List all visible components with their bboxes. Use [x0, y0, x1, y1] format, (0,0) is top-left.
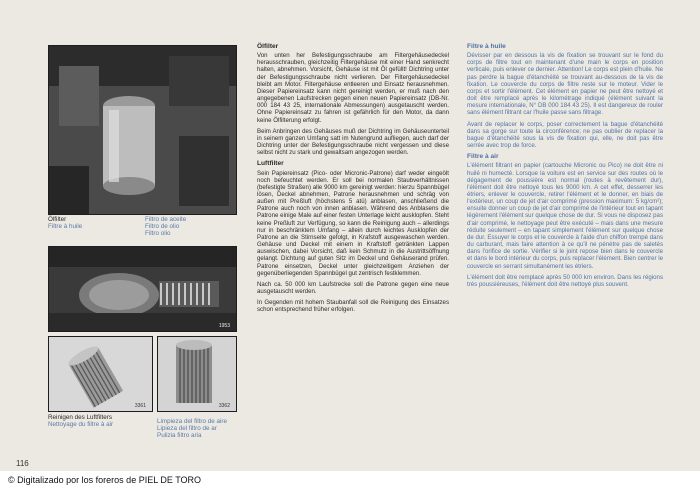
air-filter-caption-left	[48, 414, 148, 428]
french-heading-air-filter: Filtre à air	[467, 153, 499, 161]
german-paragraph-5: In Gegenden mit hohem Staubanfall soll die Reinigung des Einsatzes schon entsprechend früher erfolgen.	[257, 299, 449, 314]
french-paragraph-3: L'élément filtrant en papier (cartouche Micronic ou Pico) ne doit être ni huilé ni humecté. Lorsque la voiture est en service sur des routes où le dégagement de poussière est normal (routes à revêtement dur), l'élément doit être nettoyé tous les 9000 km. A cet effet, desserrer les étriers, enlever le couvercle, retirer l'élément et le donner, en biais de l'extérieur, un coup de jet d'air comprimé (pression maximum: 5 kg/cm²); ensuite donner un coup de jet d'air comprimé de l'intérieur tout en tapant légèrement l'élément sur quelque chose de dur. Si vous ne disposez pas d'air comprimé, le nettoyage peut être exécuté – mais dans une mesure réduite seulement – en tapant simplement l'élément sur quelque chose de dur. Essuyer le corps et le couvercle à l'aide d'un chiffon trempé dans du carburant, mais faire attention à ce qu'il ne pénètre pas de saletés dans l'orifice de sortie. Vérifier si le joint repose bien dans le couvercle et dans le bord intérieur du corps, puis replacer l'élément. Bien centrer le couvercle en serrant simultanément les étriers.	[467, 162, 663, 270]
oil-filter-caption-de: Ölfilter	[48, 216, 67, 223]
french-paragraph-4: L'élément doit être remplacé après 50 000 km environ. Dans les régions très poussiéreuses, l'élément doit être nettoyé plus souvent.	[467, 273, 663, 288]
oil-filter-caption-fr: Filtre à huile	[48, 223, 83, 231]
oil-filter-photo	[48, 45, 237, 215]
oil-filter-caption-es3: Filtro olio	[145, 230, 171, 238]
filter-cartridge-right-graphic	[158, 337, 236, 411]
french-paragraph-1: Dévisser par en dessous la vis de fixation se trouvant sur le fond du corps de filtre tout en maintenant d'une main le corps en position verticale, puis enlever ce dernier. Attention! Le corps est plein d'huile. Ne pas perdre la bague d'étanchéité se trouvant au-dessous de la vis de fixation. Le couvercle du corps de filtre reste sur le moteur. Vider le corps et sortir l'élément. Cet élément en papier ne peut être nettoyé et doit être remplacé après le kilométrage indiqué (élément suivant la mesure internationale, N° DB 000 184 43 25). Il est dangereux de rouler sans élément filtrant car l'huile passe sans filtrage.	[467, 52, 663, 117]
german-paragraph-2: Beim Anbringen des Gehäuses muß der Dichtring im Gehäuseunterteil in seinem ganzen Umfang satt im Nutengrund aufliegen, auch darf der Dichtring unter der Befestigungsschraube nicht vergessen und diese selbst nicht zu stark und gewaltsam angezogen werden.	[257, 127, 449, 157]
german-heading-oil-filter: Ölfilter	[257, 43, 279, 50]
air-filter-caption-right	[157, 418, 243, 440]
air-filter-caption-es2: Lipieza del filtro de ar	[157, 425, 217, 433]
oil-filter-caption-right	[145, 216, 237, 238]
footer-copyright: © Digitalizado por los foreros de PIEL DE TORO	[8, 475, 202, 485]
german-paragraph-1: Von unten her Befestigungsschraube am Filtergehäusedeckel herausschrauben, gleichzeitig Filtergehäuse mit einer Hand senkrecht halten, abnehmen. Vorsicht, Gehäuse ist mit Öl gefüllt! Dichtring unter der Befestigungsschraube nicht verlieren. Der Filtergehäusedeckel bleibt am Motor. Filtergehäuse entleeren und Einsatz herausnehmen. Dieser Papiereinsatz kann nicht gereinigt werden, er muß nach den angegebenen Laufstrecken gegen einen neuen Papiereinsatz (DB-Nr. 000 184 43 25, internationale Abmessungen) ausgetauscht werden. Ohne Papiereinsatz zu fahren ist gefährlich für den Motor, da dann keine Ölfilterung erfolgt.	[257, 52, 449, 124]
oil-filter-caption-left	[48, 216, 138, 230]
oil-filter-caption-es1: Filtro de aceite	[145, 216, 187, 223]
page-number: 116	[16, 459, 29, 468]
french-paragraph-2: Avant de replacer le corps, poser correctement la bague d'étanchéité dans sa gorge sur toute la circonférence; ne pas oublier de replacer la bague d'étanchéité sous la vis de fixation qui, elle, ne doit pas être serrée avec trop de force.	[467, 120, 663, 150]
filter-cartridge-photo-left	[48, 336, 153, 412]
air-filter-caption-fr: Nettoyage du filtre à air	[48, 421, 114, 429]
french-column	[467, 43, 663, 292]
air-filter-engine-graphic	[49, 247, 236, 331]
air-filter-caption-de: Reinigen des Luftfilters	[48, 414, 113, 421]
photo-number-3362: 3362	[218, 403, 230, 409]
french-heading-oil-filter: Filtre à huile	[467, 43, 506, 50]
oil-filter-caption-es2: Filtro de olio	[145, 223, 180, 231]
footer	[0, 471, 700, 491]
air-filter-engine-photo	[48, 246, 237, 332]
german-column	[257, 43, 449, 317]
german-paragraph-4: Nach ca. 50 000 km Laufstrecke soll die Patrone gegen eine neue ausgetauscht werden.	[257, 280, 449, 295]
german-paragraph-3: Sein Papiereinsatz (Pico- oder Micronic-Patrone) darf weder eingeölt noch befeuchtet werden. Er soll bei normalen Staubverhältnissen (befestigte Straßen) alle 9000 km gereinigt werden: hierzu Spannbügel lösen, Deckel abnehmen, Patrone herausnehmen und schräg von außen mit Preßluft (höchstens 5 atü) anblasen, anschließend die Patrone auch noch von innen anblasen. Während des Anblasens die Patrone einige Male auf einer festen Unterlage leicht ausklopfen. Steht keine Preßluft zur Verfügung, so kann die Reinigung auch – allerdings nur in beschränktem Umfang – allein durch leichtes Ausklopfen der Patrone an die Stirnseite gefolgt, in Krafstoff ausgewaschen werden. Gehäuse und Deckel mit einem in Kraftstoff getränkten Lappen auswischen, dabei Vorsicht, daß kein Schmutz in die Austrittsöffnung gelangt. Dichtung auf guten Sitz im Deckel und Gehäuserand prüfen. Patrone einsetzen, Deckel unter gleichzeitigem Anziehen der gegenüberliegenden Spannbügel gut zentrisch festklemmen.	[257, 169, 449, 277]
german-heading-air-filter: Luftfilter	[257, 160, 284, 168]
photo-number-3361: 3361	[134, 403, 146, 409]
oil-filter-photo-graphic	[49, 46, 236, 214]
filter-cartridge-left-graphic	[49, 337, 152, 411]
photo-number-1953: 1953	[218, 323, 230, 329]
filter-cartridge-photo-right	[157, 336, 237, 412]
air-filter-caption-es1: Limpieza del filtro de aire	[157, 418, 228, 425]
air-filter-caption-es3: Pulizia filtro aria	[157, 432, 202, 440]
